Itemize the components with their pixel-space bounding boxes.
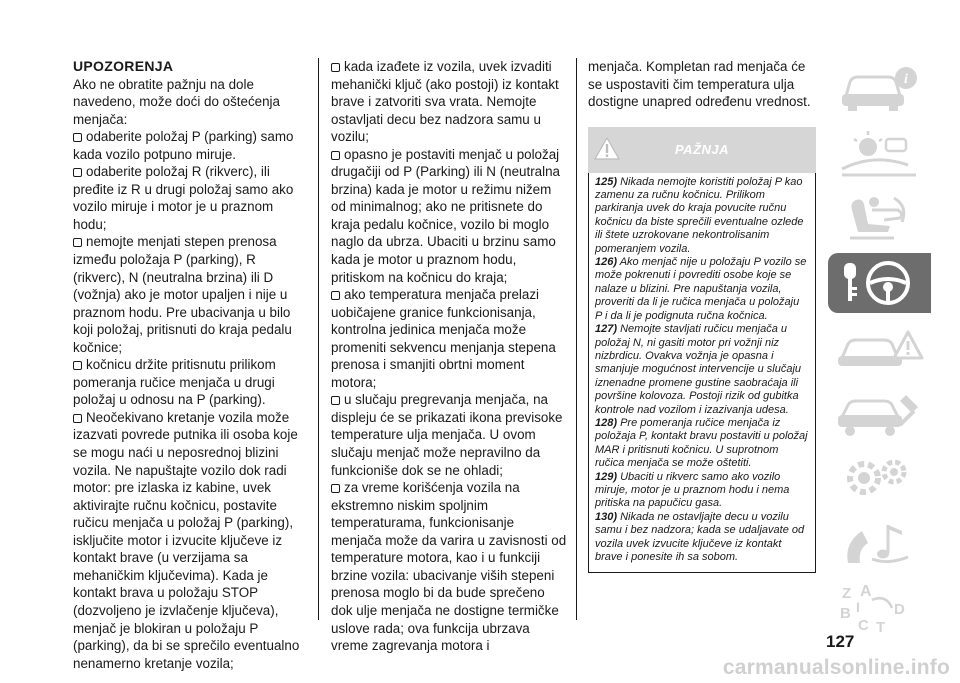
checkbox-bullet-icon bbox=[331, 151, 340, 160]
page-number: 127 bbox=[826, 632, 855, 651]
chapter-tab-knowing-the-car[interactable] bbox=[828, 58, 931, 118]
index-letter: A bbox=[860, 583, 872, 600]
key-steering-wheel-icon bbox=[828, 253, 931, 313]
multimedia-icon bbox=[828, 513, 931, 573]
svg-text:i: i bbox=[904, 72, 908, 87]
checkbox-bullet-icon bbox=[73, 238, 82, 247]
warning-item: 125) Nikada nemojte koristiti položaj P kao zamenu za ručnu kočnicu. Prilikom parkiranja uvek do kraja povucite ručnu kočnicu da biste sprečili eventualne ozlede ili štete uzrokovane nekontrolisanim pomeranjem vozila. bbox=[595, 175, 804, 255]
warning-item: 130) Nikada ne ostavljajte decu u vozilu samu i bez nadzora; kada se udaljavate od vozila uvek izvucite ključeve iz kontakt brave i ponesite ih sa sobom. bbox=[595, 510, 805, 564]
index-letter: D bbox=[894, 601, 905, 618]
chapter-tab-warning-lights[interactable] bbox=[828, 318, 931, 378]
watermark: carmanualsonline.info bbox=[722, 656, 950, 679]
chapter-tab-instrument-panel[interactable] bbox=[828, 123, 931, 183]
warning-item: 126) Ako menjač nije u položaju P vozilo se može pokrenuti i povrediti osobe koje se nalaze u blizini. Pre napuštanja vozila, proveriti da li je ručica menjača u položaju P i da li je podignuta ručna kočnica. bbox=[595, 256, 807, 322]
alphabetical-index-icon bbox=[828, 578, 931, 638]
bullet-item: kada izađete iz vozila, uvek izvaditi mehanički ključ (ako postoji) iz kontakt brave i zatvoriti sva vrata. Nemojte ostavljati decu bez nadzora samu u vozilu; bbox=[331, 59, 559, 145]
index-letter: Z bbox=[842, 585, 852, 602]
bullet-item: ako temperatura menjača prelazi uobičajene granice funkcionisanja, kontrolna jedinica menjača može promeniti sekvencu menjanja stepena prenosa i smanjiti obrtni moment motora; bbox=[331, 287, 556, 390]
intro-paragraph: Ako ne obratite pažnju na dole navedeno, može doći do oštećenja menjača: bbox=[73, 76, 280, 127]
checkbox-bullet-icon bbox=[331, 396, 340, 405]
checkbox-bullet-icon bbox=[331, 63, 340, 72]
dashboard-lights-icon bbox=[828, 123, 931, 183]
checkbox-bullet-icon bbox=[331, 484, 340, 493]
bullet-item: odaberite položaj P (parking) samo kada vozilo potpuno miruje. bbox=[73, 129, 294, 162]
bullet-item: Neočekivano kretanje vozila može izazvati povrede putnika ili osoba koje se mogu naći u neposrednoj blizini vozila. Ne napuštajte vozilo dok radi motor: pre izlaska iz kabine, uvek aktivirajte ručnu kočnicu, postavite ručicu menjača u položaj P (parking), isključite motor i izvucite ključeve iz kontakt brave (u verzijama sa mehaničkim ključevima). Kada je kontakt brava u položaju STOP (dozvoljeno je izvlačenje ključeva), menjač je blokiran u položaju P (parking), da bi se sprečilo eventualno nenamerno kretanje vozila; bbox=[73, 409, 300, 671]
index-letter: T bbox=[876, 619, 886, 636]
chapter-tab-safety[interactable] bbox=[828, 188, 931, 248]
car-service-icon bbox=[828, 383, 931, 443]
warning-item: 128) Pre pomeranja ručice menjača iz položaja P, kontakt bravu postaviti u položaj MAR i pritisnuti kočnicu. U suprotnom ručica menjača se može oštetiti. bbox=[595, 416, 808, 470]
warning-item: 129) Ubaciti u rikverc samo ako vozilo miruje, motor je u praznom hodu i nema pritiska na papučicu gasa. bbox=[595, 470, 790, 510]
chapter-tab-maintenance[interactable] bbox=[828, 383, 931, 443]
index-letter: B bbox=[840, 605, 851, 622]
index-letter: I bbox=[856, 599, 860, 615]
text-column-3 bbox=[588, 58, 816, 573]
text-column-1 bbox=[73, 58, 309, 672]
continued-paragraph: menjača. Kompletan rad menjača će se uspostaviti čim temperatura ulja dostigne unapred određenu vrednost. bbox=[588, 59, 811, 110]
checkbox-bullet-icon bbox=[73, 414, 82, 423]
warning-title: PAŽNJA bbox=[674, 141, 730, 157]
checkbox-bullet-icon bbox=[73, 133, 82, 142]
bullet-item: nemojte menjati stepen prenosa između položaja P (parking), R (rikverc), N (neutralna brzina) ili D (vožnja) ako je motor upaljen i nije u praznom hodu. Pre ubacivanja u bilo koji položaj, pritisnuti do kraja pedalu kočnice; bbox=[73, 234, 292, 355]
checkbox-bullet-icon bbox=[331, 291, 340, 300]
warning-item: 127) Nemojte stavljati ručicu menjača u položaj N, ni gasiti motor pri vožnji niz nizbrdicu. Ovakva vožnja je opasna i smanjuje mogućnost intervencije u slučaju iznenadne promene gustine saobraćaja ili površine kolovoza. Postoji rizik od gubitka kontrole nad vozilom i izazivanja udesa. bbox=[595, 323, 802, 416]
car-info-icon bbox=[828, 58, 931, 118]
section-heading: UPOZORENJA bbox=[73, 58, 174, 74]
column-divider bbox=[318, 58, 319, 620]
warning-box-header bbox=[588, 127, 816, 173]
chapter-tab-technical-data[interactable] bbox=[828, 448, 931, 508]
checkbox-bullet-icon bbox=[73, 361, 82, 370]
bullet-item: u slučaju pregrevanja menjača, na displeju će se prikazati ikona previsoke temperature ulja menjača. U ovom slučaju menjač može nepravilno da funkcioniše dok se ne ohladi; bbox=[331, 392, 563, 478]
checkbox-bullet-icon bbox=[73, 168, 82, 177]
bullet-item: za vreme korišćenja vozila na ekstremno niskim spoljnim temperaturama, funkcionisanje menjača može da varira u zavisnosti od temperature motora, kao i u funkciji brzine vozila: ubacivanje viših stepeni prenosa moglo bi da bude sprečeno dok ulje menjača ne dostigne termičke uslove rada; ova funkcija ubrzava vreme zagrevanja motora i bbox=[331, 480, 567, 654]
column-divider bbox=[576, 58, 577, 620]
index-letter: C bbox=[858, 617, 869, 634]
text-column-2 bbox=[331, 58, 567, 655]
warning-box-body bbox=[588, 173, 816, 574]
bullet-item: opasno je postaviti menjač u položaj drugačiji od P (Parking) ili N (neutralna brzina) kada je motor u režimu nižem od minimalnog; ako ne pritisnete do kraja pedalu kočnice, vozilo bi moglo naglo da ubrza. Ubaciti u brzinu samo kada je motor u praznom hodu, pritiskom na kočnicu do kraja; bbox=[331, 146, 560, 285]
warning-car-icon bbox=[828, 318, 931, 378]
chapter-tab-starting-driving[interactable] bbox=[828, 253, 931, 313]
technical-data-icon bbox=[828, 448, 931, 508]
seat-airbag-icon bbox=[828, 188, 931, 248]
chapter-tabs bbox=[828, 58, 931, 643]
chapter-tab-index[interactable] bbox=[828, 578, 931, 638]
bullet-item: kočnicu držite pritisnutu prilikom pomeranja ručice menjača u drugi položaj u odnosu na P (parking). bbox=[73, 357, 276, 408]
bullet-item: odaberite položaj R (rikverc), ili pređite iz R u drugi položaj samo ako vozilo miruje i motor je u praznom hodu; bbox=[73, 164, 294, 232]
chapter-tab-multimedia[interactable] bbox=[828, 513, 931, 573]
